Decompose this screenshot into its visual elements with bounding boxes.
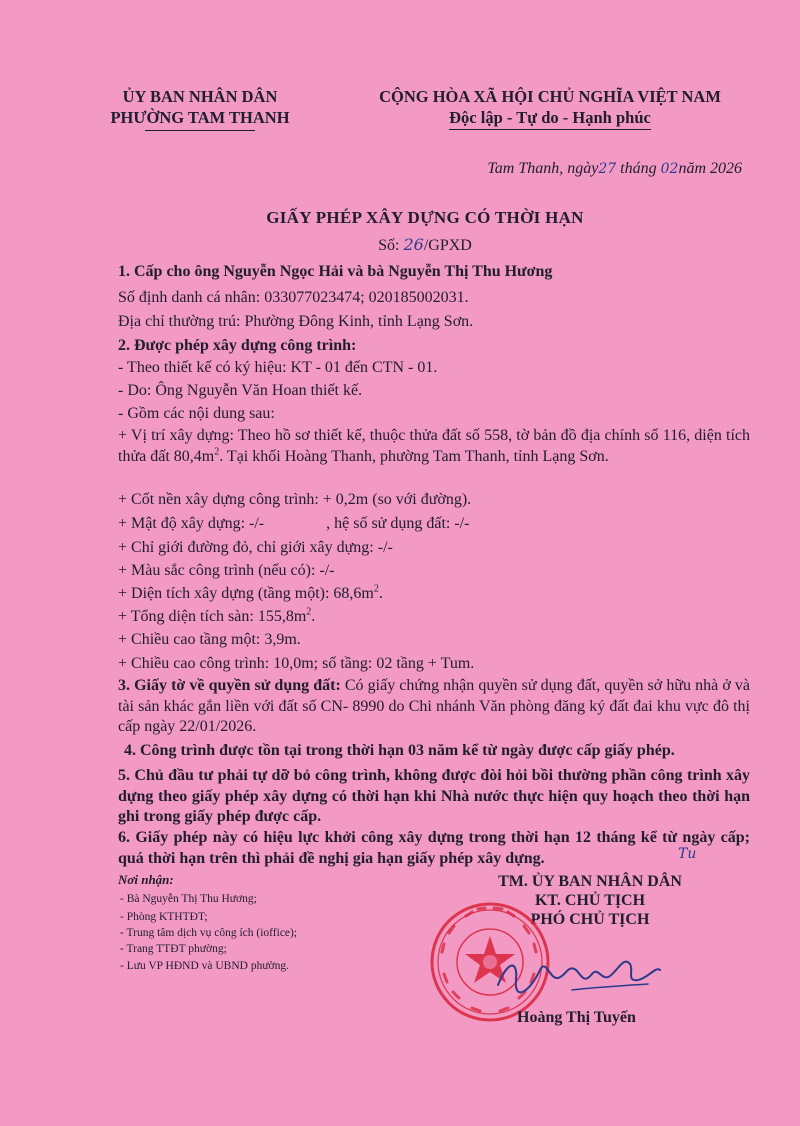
- section2-designer: - Do: Ông Nguyễn Văn Hoan thiết kế.: [118, 382, 363, 399]
- signature-line1: TM. ỦY BAN NHÂN DÂN: [498, 873, 682, 890]
- section3: [118, 676, 750, 738]
- signer-name: Hoàng Thị Tuyến: [517, 1009, 636, 1026]
- recipient-item: - Trung tâm dịch vụ công ích (ioffice);: [120, 927, 298, 939]
- section5: 5. Chủ đầu tư phải tự dỡ bỏ công trình, không được đòi hỏi bồi thường phần công trình xây dựng theo giấy phép xây dựng có thời hạn khi Nhà nước thực hiện quy hoạch theo thời hạn ghi trong giấy phép được cấp.: [118, 767, 750, 825]
- location-text-b: . Tại khối Hoàng Thanh, phường Tam Thanh, tỉnh Lạng Sơn.: [219, 447, 609, 465]
- nation-line1: CỘNG HÒA XÃ HỘI CHỦ NGHĨA VIỆT NAM: [379, 87, 721, 106]
- handwritten-signature: [488, 940, 668, 1010]
- signature-line3: PHÓ CHỦ TỊCH: [530, 911, 650, 928]
- section1-heading: 1. Cấp cho ông Nguyễn Ngọc Hải và bà Nguyễn Thị Thu Hương: [118, 263, 553, 280]
- date-day: 27: [598, 161, 617, 177]
- agency-underline: [145, 130, 255, 131]
- number-value: 26: [403, 235, 424, 254]
- number-suffix: /GPXD: [423, 237, 472, 254]
- section2-height1: + Chiều cao tầng một: 3,9m.: [118, 631, 301, 648]
- density-a: + Mật độ xây dựng: -/-: [118, 515, 265, 532]
- floor-a: + Tổng diện tích sàn: 155,8m: [118, 608, 307, 625]
- recipient-item: - Trang TTĐT phường;: [120, 943, 227, 955]
- recipient-item: - Bà Nguyễn Thị Thu Hương;: [120, 893, 257, 905]
- area-a: + Diện tích xây dựng (tầng một): 68,6m: [118, 585, 374, 602]
- section2-area: [118, 584, 383, 604]
- section2-elevation: + Cốt nền xây dựng công trình: + 0,2m (so với đường).: [118, 491, 472, 508]
- section3-text: Có giấy chứng nhận quyền sử dụng đất, quyền sở hữu nhà ở và tài sản khác gắn liền với đất số CN- 8990 do Chi nhánh Văn phòng đăng ký đất đai khu vực đô thị cấp ngày 22/01/2026.: [118, 677, 750, 735]
- section1-id: Số định danh cá nhân: 033077023474; 020185002031.: [118, 289, 469, 306]
- document-number: [100, 235, 750, 255]
- sup-2: 2: [373, 583, 379, 595]
- section2-heading: 2. Được phép xây dựng công trình:: [118, 337, 357, 354]
- agency-line2: PHƯỜNG TAM THANH: [110, 108, 290, 127]
- nation-motto: Độc lập - Tự do - Hạnh phúc: [449, 107, 651, 130]
- location-text-a: + Vị trí xây dựng: Theo hồ sơ thiết kế, thuộc thửa đất số 558, tờ bản đồ địa chính số 116, diện tích thửa đất 80,4m: [118, 427, 750, 465]
- sup-2: 2: [306, 606, 312, 618]
- section2-design: - Theo thiết kế có ký hiệu: KT - 01 đến CTN - 01.: [118, 359, 438, 376]
- date-month: 02: [660, 161, 679, 177]
- date-line: [487, 160, 742, 178]
- handwritten-initials: Tu: [678, 846, 697, 862]
- document-title: GIẤY PHÉP XÂY DỰNG CÓ THỜI HẠN: [266, 208, 584, 227]
- section2-contents: - Gồm các nội dung sau:: [118, 405, 275, 422]
- recipient-item: - Lưu VP HĐND và UBND phường.: [120, 960, 290, 972]
- section2-density: [118, 514, 469, 534]
- recipients-heading: Nơi nhận:: [118, 872, 174, 887]
- recipient-item: - Phòng KTHTĐT;: [120, 911, 208, 923]
- date-place: Tam Thanh, ngày: [487, 160, 599, 177]
- date-month-label: tháng: [620, 160, 657, 177]
- section2-floor: [118, 607, 315, 627]
- sup-2: 2: [214, 446, 220, 458]
- section2-boundary: + Chỉ giới đường đỏ, chỉ giới xây dựng: -/-: [118, 539, 393, 556]
- section1-address: Địa chỉ thường trú: Phường Đông Kinh, tỉnh Lạng Sơn.: [118, 313, 474, 330]
- agency-header: [90, 86, 310, 131]
- section2-height-total: + Chiều cao công trình: 10,0m; số tầng: 02 tầng + Tum.: [118, 655, 475, 672]
- density-b: , hệ số sử dụng đất: -/-: [326, 515, 470, 532]
- section2-color: + Màu sắc công trình (nếu có): -/-: [118, 562, 335, 579]
- area-b: .: [378, 585, 383, 602]
- section3-heading: 3. Giấy tờ về quyền sử dụng đất:: [118, 677, 341, 694]
- section4: 4. Công trình được tồn tại trong thời hạn 03 năm kể từ ngày được cấp giấy phép.: [124, 742, 675, 759]
- section6: 6. Giấy phép này có hiệu lực khởi công xây dựng trong thời hạn 12 tháng kể từ ngày cấp; quá thời hạn trên thì phải đề nghị gia hạn giấy phép xây dựng.: [118, 829, 750, 867]
- signature-line2: KT. CHỦ TỊCH: [534, 892, 646, 909]
- floor-b: .: [311, 608, 316, 625]
- agency-line1: ỦY BAN NHÂN DÂN: [122, 87, 278, 106]
- section2-location: [118, 426, 750, 467]
- number-prefix: Số:: [378, 237, 400, 254]
- nation-header: [360, 86, 740, 130]
- date-year: năm 2026: [678, 160, 742, 177]
